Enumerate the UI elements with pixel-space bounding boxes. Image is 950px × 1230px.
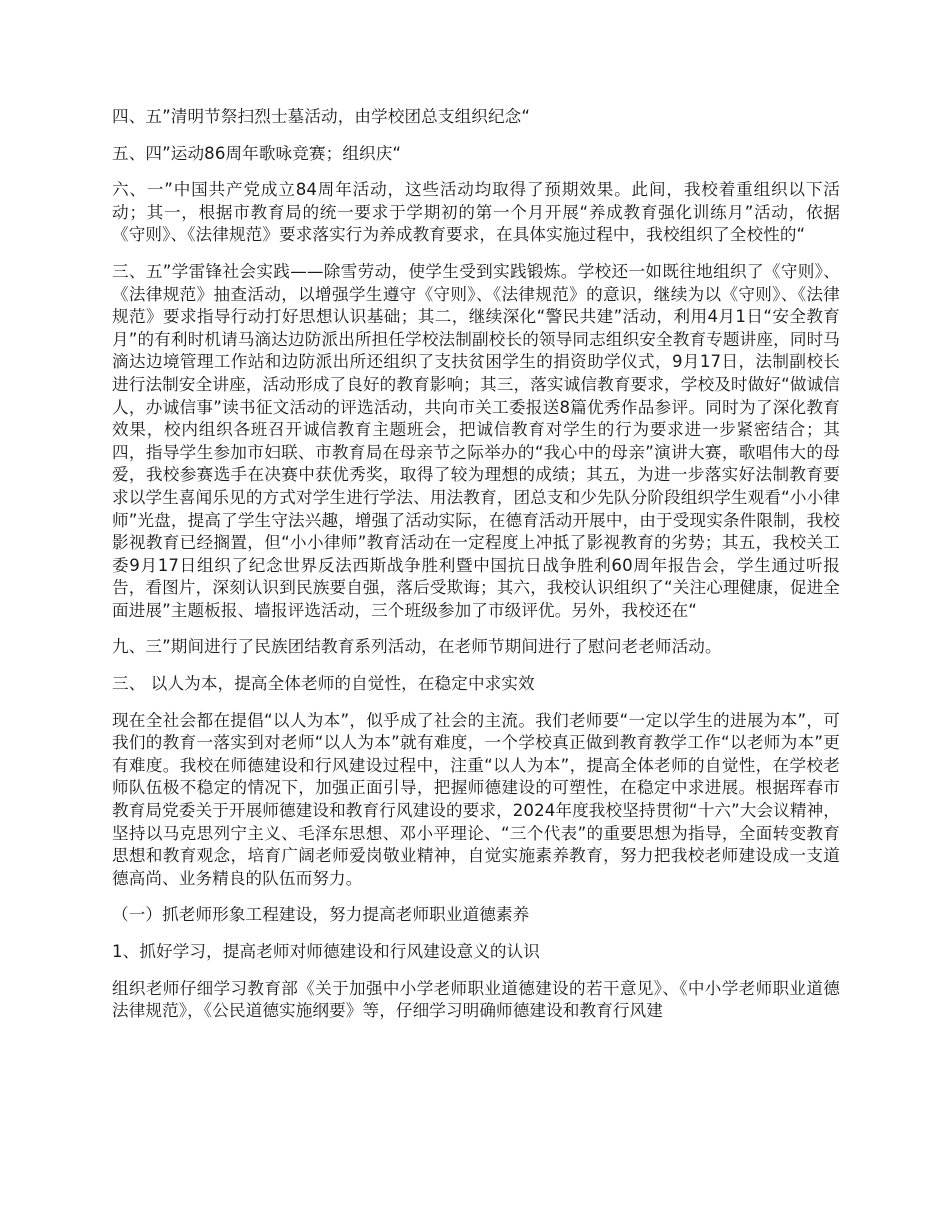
document-page — [112, 106, 840, 1037]
paragraph-june-first: 六、一”中国共产党成立84周年活动，这些活动均取得了预期效果。此间，我校着重组织以下活动；其一，根据市教育局的统一要求于学期初的第一个月开展“养成教育强化训练月”活动，依据《守则》、《法律规范》要求落实行为养成教育要求，在具体实施过程中，我校组织了全校性的“ — [112, 180, 840, 245]
subsection-heading-teacher-image: （一）抓老师形象工程建设，努力提高老师职业道德素养 — [112, 905, 530, 925]
paragraph-march-fifth: 三、五”学雷锋社会实践——除雪劳动，使学生受到实践锻炼。学校还一如既往地组织了《守则》、《法律规范》抽查活动，以增强学生遵守《守则》、《法律规范》的意识，继续为以《守则》、《法律规范》要求指导行动打好思想认识基础；其二，继续深化“警民共建”活动，利用4月1日“安全教育月”的有利时机请马滴达边防派出所担任学校法制副校长的领导同志组织安全教育专题讲座，同时马滴达边境管理工作站和边防派出所还组织了支扶贫困学生的捐资助学仪式，9月17日，法制副校长进行法制安全讲座，活动形成了良好的教育影响；其三，落实诚信教育要求，学校及时做好“做诚信人，办诚信事”读书征文活动的评选活动，共向市关工委报送8篇优秀作品参评。同时为了深化教育效果，校内组织各班召开诚信教育主题班会，把诚信教育对学生的行为要求进一步紧密结合；其四，指导学生参加市妇联、市教育局在母亲节之际举办的“我心中的母亲”演讲大赛，歌唱伟大的母爱，我校参赛选手在决赛中获优秀奖，取得了较为理想的成绩；其五，为进一步落实好法制教育要求以学生喜闻乐见的方式对学生进行学法、用法教育，团总支和少先队分阶段组织学生观看“小小律师”光盘，提高了学生守法兴趣，增强了活动实际，在德育活动开展中，由于受现实条件限制，我校影视教育已经搁置，但“小小律师”教育活动在一定程度上冲抵了影视教育的劣势；其五，我校关工委9月17日组织了纪念世界反法西斯战争胜利暨中国抗日战争胜利60周年报告会，学生通过听报告，看图片，深刻认识到民族要自强，落后受欺诲；其六，我校认识组织了“关注心理健康，促进全面进展”主题板报、墙报评选活动，三个班级参加了市级评优。另外，我校还在“ — [112, 261, 840, 620]
paragraph-study: 组织老师仔细学习教育部《关于加强中小学老师职业道德建设的若干意见》、《中小学老师职业道德法律规范》，《公民道德实施纲要》等，仔细学习明确师德建设和教育行风建 — [112, 978, 840, 1021]
paragraph-may-fourth: 五、四”运动86周年歌咏竞赛；组织庆“ — [112, 143, 402, 163]
section-heading-people-oriented: 三、 以人为本，提高全体老师的自觉性，在稳定中求实效 — [112, 674, 535, 694]
paragraph-qingming: 四、五”清明节祭扫烈士墓活动，由学校团总支组织纪念“ — [112, 107, 531, 126]
paragraph-september-third: 九、三”期间进行了民族团结教育系列活动，在老师节期间进行了慰问老老师活动。 — [112, 637, 722, 657]
paragraph-people-oriented: 现在全社会都在提倡“以人为本”，似乎成了社会的主流。我们老师要“一定以学生的进展为本”，可我们的教育一落实到对老师“以人为本”就有难度，一个学校真正做到教育教学工作“以老师为本”更有难度。我校在师德建设和行风建设过程中，注重“以人为本”，提高全体老师的自觉性，在学校老师队伍极不稳定的情况下，加强正面引导，把握师德建设的可塑性，在稳定中求进展。根据珲春市教育局党委关于开展师德建设和教育行风建设的要求，2024年度我校坚持贯彻“十六”大会议精神，坚持以马克思列宁主义、毛泽东思想、邓小平理论、“三个代表”的重要思想为指导，全面转变教育思想和教育观念，培育广阔老师爱岗敬业精神，自觉实施素养教育，努力把我校老师建设成一支道德高尚、业务精良的队伍而努力。 — [112, 710, 840, 888]
item-heading-study: 1、抓好学习，提高老师对师德建设和行风建设意义的认识 — [112, 942, 540, 961]
